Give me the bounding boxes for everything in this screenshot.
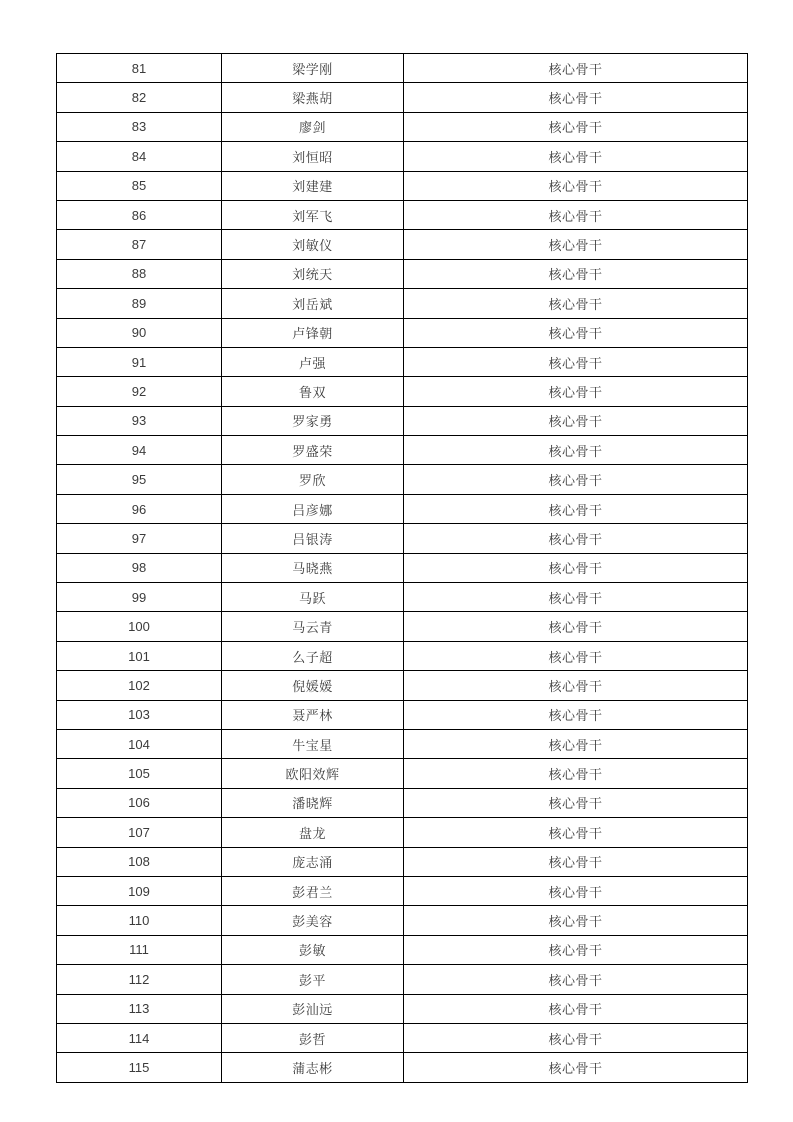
status-cell: 核心骨干 xyxy=(404,524,748,553)
table-row xyxy=(57,847,748,876)
name-cell: 欧阳效辉 xyxy=(222,759,404,788)
status-cell: 核心骨干 xyxy=(404,759,748,788)
table-row xyxy=(57,641,748,670)
row-number-cell: 100 xyxy=(57,612,222,641)
table-row xyxy=(57,935,748,964)
row-number-cell: 105 xyxy=(57,759,222,788)
table-row xyxy=(57,671,748,700)
row-number-cell: 88 xyxy=(57,259,222,288)
row-number-cell: 111 xyxy=(57,935,222,964)
table-row xyxy=(57,377,748,406)
name-cell: 马跃 xyxy=(222,583,404,612)
name-cell: 聂严林 xyxy=(222,700,404,729)
row-number-cell: 90 xyxy=(57,318,222,347)
name-cell: 蒲志彬 xyxy=(222,1053,404,1082)
table-row xyxy=(57,818,748,847)
table-row xyxy=(57,1023,748,1052)
name-cell: 刘统天 xyxy=(222,259,404,288)
table-row xyxy=(57,788,748,817)
name-cell: 刘建建 xyxy=(222,171,404,200)
row-number-cell: 85 xyxy=(57,171,222,200)
row-number-cell: 91 xyxy=(57,347,222,376)
table-row xyxy=(57,230,748,259)
table-row xyxy=(57,142,748,171)
name-cell: 罗家勇 xyxy=(222,406,404,435)
row-number-cell: 104 xyxy=(57,729,222,758)
table-row xyxy=(57,200,748,229)
status-cell: 核心骨干 xyxy=(404,289,748,318)
name-cell: 刘岳斌 xyxy=(222,289,404,318)
name-cell: 彭敏 xyxy=(222,935,404,964)
status-cell: 核心骨干 xyxy=(404,83,748,112)
name-cell: 彭汕远 xyxy=(222,994,404,1023)
row-number-cell: 109 xyxy=(57,876,222,905)
row-number-cell: 96 xyxy=(57,494,222,523)
table-row xyxy=(57,112,748,141)
table-row xyxy=(57,906,748,935)
status-cell: 核心骨干 xyxy=(404,112,748,141)
row-number-cell: 103 xyxy=(57,700,222,729)
row-number-cell: 87 xyxy=(57,230,222,259)
status-cell: 核心骨干 xyxy=(404,318,748,347)
table-row xyxy=(57,318,748,347)
name-cell: 马晓燕 xyxy=(222,553,404,582)
table-row xyxy=(57,83,748,112)
row-number-cell: 84 xyxy=(57,142,222,171)
status-cell: 核心骨干 xyxy=(404,436,748,465)
status-cell: 核心骨干 xyxy=(404,729,748,758)
name-cell: 刘敏仪 xyxy=(222,230,404,259)
table-row xyxy=(57,759,748,788)
status-cell: 核心骨干 xyxy=(404,553,748,582)
status-cell: 核心骨干 xyxy=(404,142,748,171)
status-cell: 核心骨干 xyxy=(404,847,748,876)
name-cell: 彭平 xyxy=(222,965,404,994)
table-row xyxy=(57,729,748,758)
name-cell: 卢锋朝 xyxy=(222,318,404,347)
name-cell: 庞志涌 xyxy=(222,847,404,876)
name-cell: 罗盛荣 xyxy=(222,436,404,465)
status-cell: 核心骨干 xyxy=(404,494,748,523)
status-cell: 核心骨干 xyxy=(404,935,748,964)
row-number-cell: 82 xyxy=(57,83,222,112)
row-number-cell: 113 xyxy=(57,994,222,1023)
table-row xyxy=(57,347,748,376)
name-cell: 牛宝星 xyxy=(222,729,404,758)
status-cell: 核心骨干 xyxy=(404,612,748,641)
status-cell: 核心骨干 xyxy=(404,377,748,406)
table-row xyxy=(57,965,748,994)
status-cell: 核心骨干 xyxy=(404,259,748,288)
row-number-cell: 81 xyxy=(57,54,222,83)
status-cell: 核心骨干 xyxy=(404,1023,748,1052)
status-cell: 核心骨干 xyxy=(404,671,748,700)
row-number-cell: 89 xyxy=(57,289,222,318)
name-cell: 彭哲 xyxy=(222,1023,404,1052)
name-cell: 彭美容 xyxy=(222,906,404,935)
row-number-cell: 98 xyxy=(57,553,222,582)
status-cell: 核心骨干 xyxy=(404,876,748,905)
name-cell: 梁燕胡 xyxy=(222,83,404,112)
table-row xyxy=(57,494,748,523)
row-number-cell: 106 xyxy=(57,788,222,817)
name-cell: 吕彦娜 xyxy=(222,494,404,523)
table-row xyxy=(57,465,748,494)
row-number-cell: 110 xyxy=(57,906,222,935)
status-cell: 核心骨干 xyxy=(404,994,748,1023)
row-number-cell: 115 xyxy=(57,1053,222,1082)
row-number-cell: 108 xyxy=(57,847,222,876)
table-row xyxy=(57,54,748,83)
row-number-cell: 97 xyxy=(57,524,222,553)
row-number-cell: 86 xyxy=(57,200,222,229)
table-row xyxy=(57,289,748,318)
row-number-cell: 102 xyxy=(57,671,222,700)
table-row xyxy=(57,259,748,288)
row-number-cell: 95 xyxy=(57,465,222,494)
status-cell: 核心骨干 xyxy=(404,583,748,612)
table-row xyxy=(57,700,748,729)
row-number-cell: 107 xyxy=(57,818,222,847)
name-cell: 倪媛媛 xyxy=(222,671,404,700)
table-row xyxy=(57,994,748,1023)
row-number-cell: 94 xyxy=(57,436,222,465)
name-cell: 鲁双 xyxy=(222,377,404,406)
table-row xyxy=(57,171,748,200)
name-cell: 廖剑 xyxy=(222,112,404,141)
table-row xyxy=(57,406,748,435)
row-number-cell: 112 xyxy=(57,965,222,994)
name-cell: 刘恒昭 xyxy=(222,142,404,171)
status-cell: 核心骨干 xyxy=(404,200,748,229)
status-cell: 核心骨干 xyxy=(404,906,748,935)
status-cell: 核心骨干 xyxy=(404,700,748,729)
status-cell: 核心骨干 xyxy=(404,641,748,670)
status-cell: 核心骨干 xyxy=(404,788,748,817)
roster-table-body xyxy=(57,54,748,1083)
row-number-cell: 101 xyxy=(57,641,222,670)
status-cell: 核心骨干 xyxy=(404,406,748,435)
status-cell: 核心骨干 xyxy=(404,818,748,847)
status-cell: 核心骨干 xyxy=(404,1053,748,1082)
name-cell: 么子超 xyxy=(222,641,404,670)
status-cell: 核心骨干 xyxy=(404,54,748,83)
row-number-cell: 99 xyxy=(57,583,222,612)
table-row xyxy=(57,583,748,612)
status-cell: 核心骨干 xyxy=(404,347,748,376)
name-cell: 刘军飞 xyxy=(222,200,404,229)
table-row xyxy=(57,612,748,641)
row-number-cell: 114 xyxy=(57,1023,222,1052)
row-number-cell: 92 xyxy=(57,377,222,406)
table-row xyxy=(57,524,748,553)
name-cell: 罗欣 xyxy=(222,465,404,494)
status-cell: 核心骨干 xyxy=(404,230,748,259)
roster-table xyxy=(56,53,748,1083)
name-cell: 盘龙 xyxy=(222,818,404,847)
name-cell: 卢强 xyxy=(222,347,404,376)
table-row xyxy=(57,553,748,582)
row-number-cell: 93 xyxy=(57,406,222,435)
name-cell: 吕银涛 xyxy=(222,524,404,553)
table-row xyxy=(57,436,748,465)
table-row xyxy=(57,1053,748,1082)
status-cell: 核心骨干 xyxy=(404,965,748,994)
name-cell: 潘晓辉 xyxy=(222,788,404,817)
table-row xyxy=(57,876,748,905)
name-cell: 梁学刚 xyxy=(222,54,404,83)
row-number-cell: 83 xyxy=(57,112,222,141)
name-cell: 马云青 xyxy=(222,612,404,641)
name-cell: 彭君兰 xyxy=(222,876,404,905)
status-cell: 核心骨干 xyxy=(404,465,748,494)
status-cell: 核心骨干 xyxy=(404,171,748,200)
